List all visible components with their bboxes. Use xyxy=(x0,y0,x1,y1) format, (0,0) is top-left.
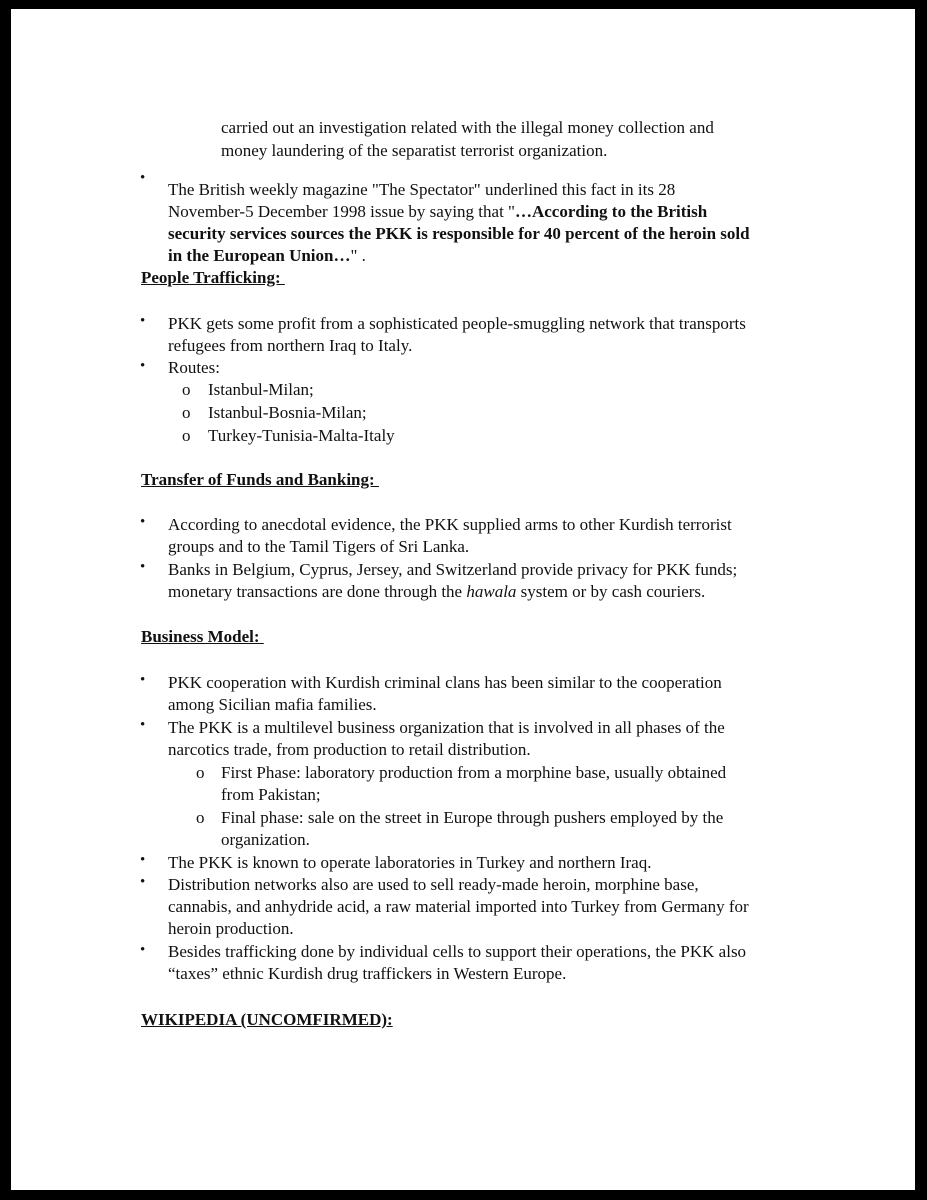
spectator-line-2: November-5 December 1998 issue by saying that "…According to the British xyxy=(168,202,708,221)
business-bullet-4-line-1: Distribution networks also are used to sell ready-made heroin, morphine base, xyxy=(168,875,699,894)
bullet-marker: • xyxy=(140,874,146,890)
document-page xyxy=(11,9,915,1190)
sub-marker: o xyxy=(196,763,205,782)
people-trafficking-heading: People Trafficking: xyxy=(141,268,285,287)
business-bullet-4-line-2: cannabis, and anhydride acid, a raw material imported into Turkey from Germany for xyxy=(168,897,749,916)
business-sub-2-line-1: Final phase: sale on the street in Europe through pushers employed by the xyxy=(221,808,724,827)
business-sub-2-line-2: organization. xyxy=(221,830,310,849)
business-bullet-5-line-2: “taxes” ethnic Kurdish drug traffickers in Western Europe. xyxy=(168,964,567,983)
bullet-marker: • xyxy=(140,717,146,733)
transfer-bullet-1-line-1: According to anecdotal evidence, the PKK supplied arms to other Kurdish terrorist xyxy=(168,515,732,534)
transfer-bullet-2-line-2: monetary transactions are done through the hawala system or by cash couriers. xyxy=(168,582,706,601)
people-bullet-1-line-2: refugees from northern Iraq to Italy. xyxy=(168,336,413,355)
continuation-line-1: carried out an investigation related with the illegal money collection and xyxy=(221,118,714,137)
transfer-bullet-1-line-2: groups and to the Tamil Tigers of Sri Lanka. xyxy=(168,537,470,556)
bullet-marker: • xyxy=(140,672,146,688)
sub-marker: o xyxy=(182,380,191,399)
business-bullet-2-line-2: narcotics trade, from production to retail distribution. xyxy=(168,740,531,759)
business-bullet-1-line-1: PKK cooperation with Kurdish criminal clans has been similar to the cooperation xyxy=(168,673,722,692)
business-bullet-1-line-2: among Sicilian mafia families. xyxy=(168,695,377,714)
wikipedia-heading: WIKIPEDIA (UNCOMFIRMED): xyxy=(141,1010,393,1029)
business-sub-1-line-2: from Pakistan; xyxy=(221,785,321,804)
bullet-marker: • xyxy=(140,559,146,575)
spectator-line-4: in the European Union…" . xyxy=(168,246,366,265)
business-sub-1-line-1: First Phase: laboratory production from a morphine base, usually obtained xyxy=(221,763,727,782)
sub-marker: o xyxy=(182,403,191,422)
sub-marker: o xyxy=(182,426,191,445)
business-model-heading: Business Model: xyxy=(141,627,264,646)
bullet-marker: • xyxy=(140,942,146,958)
business-bullet-3: The PKK is known to operate laboratories in Turkey and northern Iraq. xyxy=(168,853,652,872)
sub-marker: o xyxy=(196,808,205,827)
continuation-line-2: money laundering of the separatist terrorist organization. xyxy=(221,141,608,160)
people-bullet-2: Routes: xyxy=(168,358,220,377)
route-item-2: Istanbul-Bosnia-Milan; xyxy=(208,403,367,422)
spectator-line-3: security services sources the PKK is responsible for 40 percent of the heroin sold xyxy=(168,224,750,243)
transfer-heading: Transfer of Funds and Banking: xyxy=(141,470,379,489)
route-item-3: Turkey-Tunisia-Malta-Italy xyxy=(208,426,395,445)
people-bullet-1-line-1: PKK gets some profit from a sophisticated people-smuggling network that transports xyxy=(168,314,746,333)
transfer-bullet-2-line-1: Banks in Belgium, Cyprus, Jersey, and Switzerland provide privacy for PKK funds; xyxy=(168,560,738,579)
business-bullet-5-line-1: Besides trafficking done by individual cells to support their operations, the PKK also xyxy=(168,942,747,961)
bullet-marker: • xyxy=(140,852,146,868)
business-bullet-2-line-1: The PKK is a multilevel business organization that is involved in all phases of the xyxy=(168,718,725,737)
bullet-marker: • xyxy=(140,514,146,530)
bullet-marker: • xyxy=(140,313,146,329)
route-item-1: Istanbul-Milan; xyxy=(208,380,314,399)
business-bullet-4-line-3: heroin production. xyxy=(168,919,294,938)
bullet-marker: • xyxy=(140,170,146,186)
spectator-line-1: The British weekly magazine "The Spectator" underlined this fact in its 28 xyxy=(168,180,676,199)
bullet-marker: • xyxy=(140,358,146,374)
